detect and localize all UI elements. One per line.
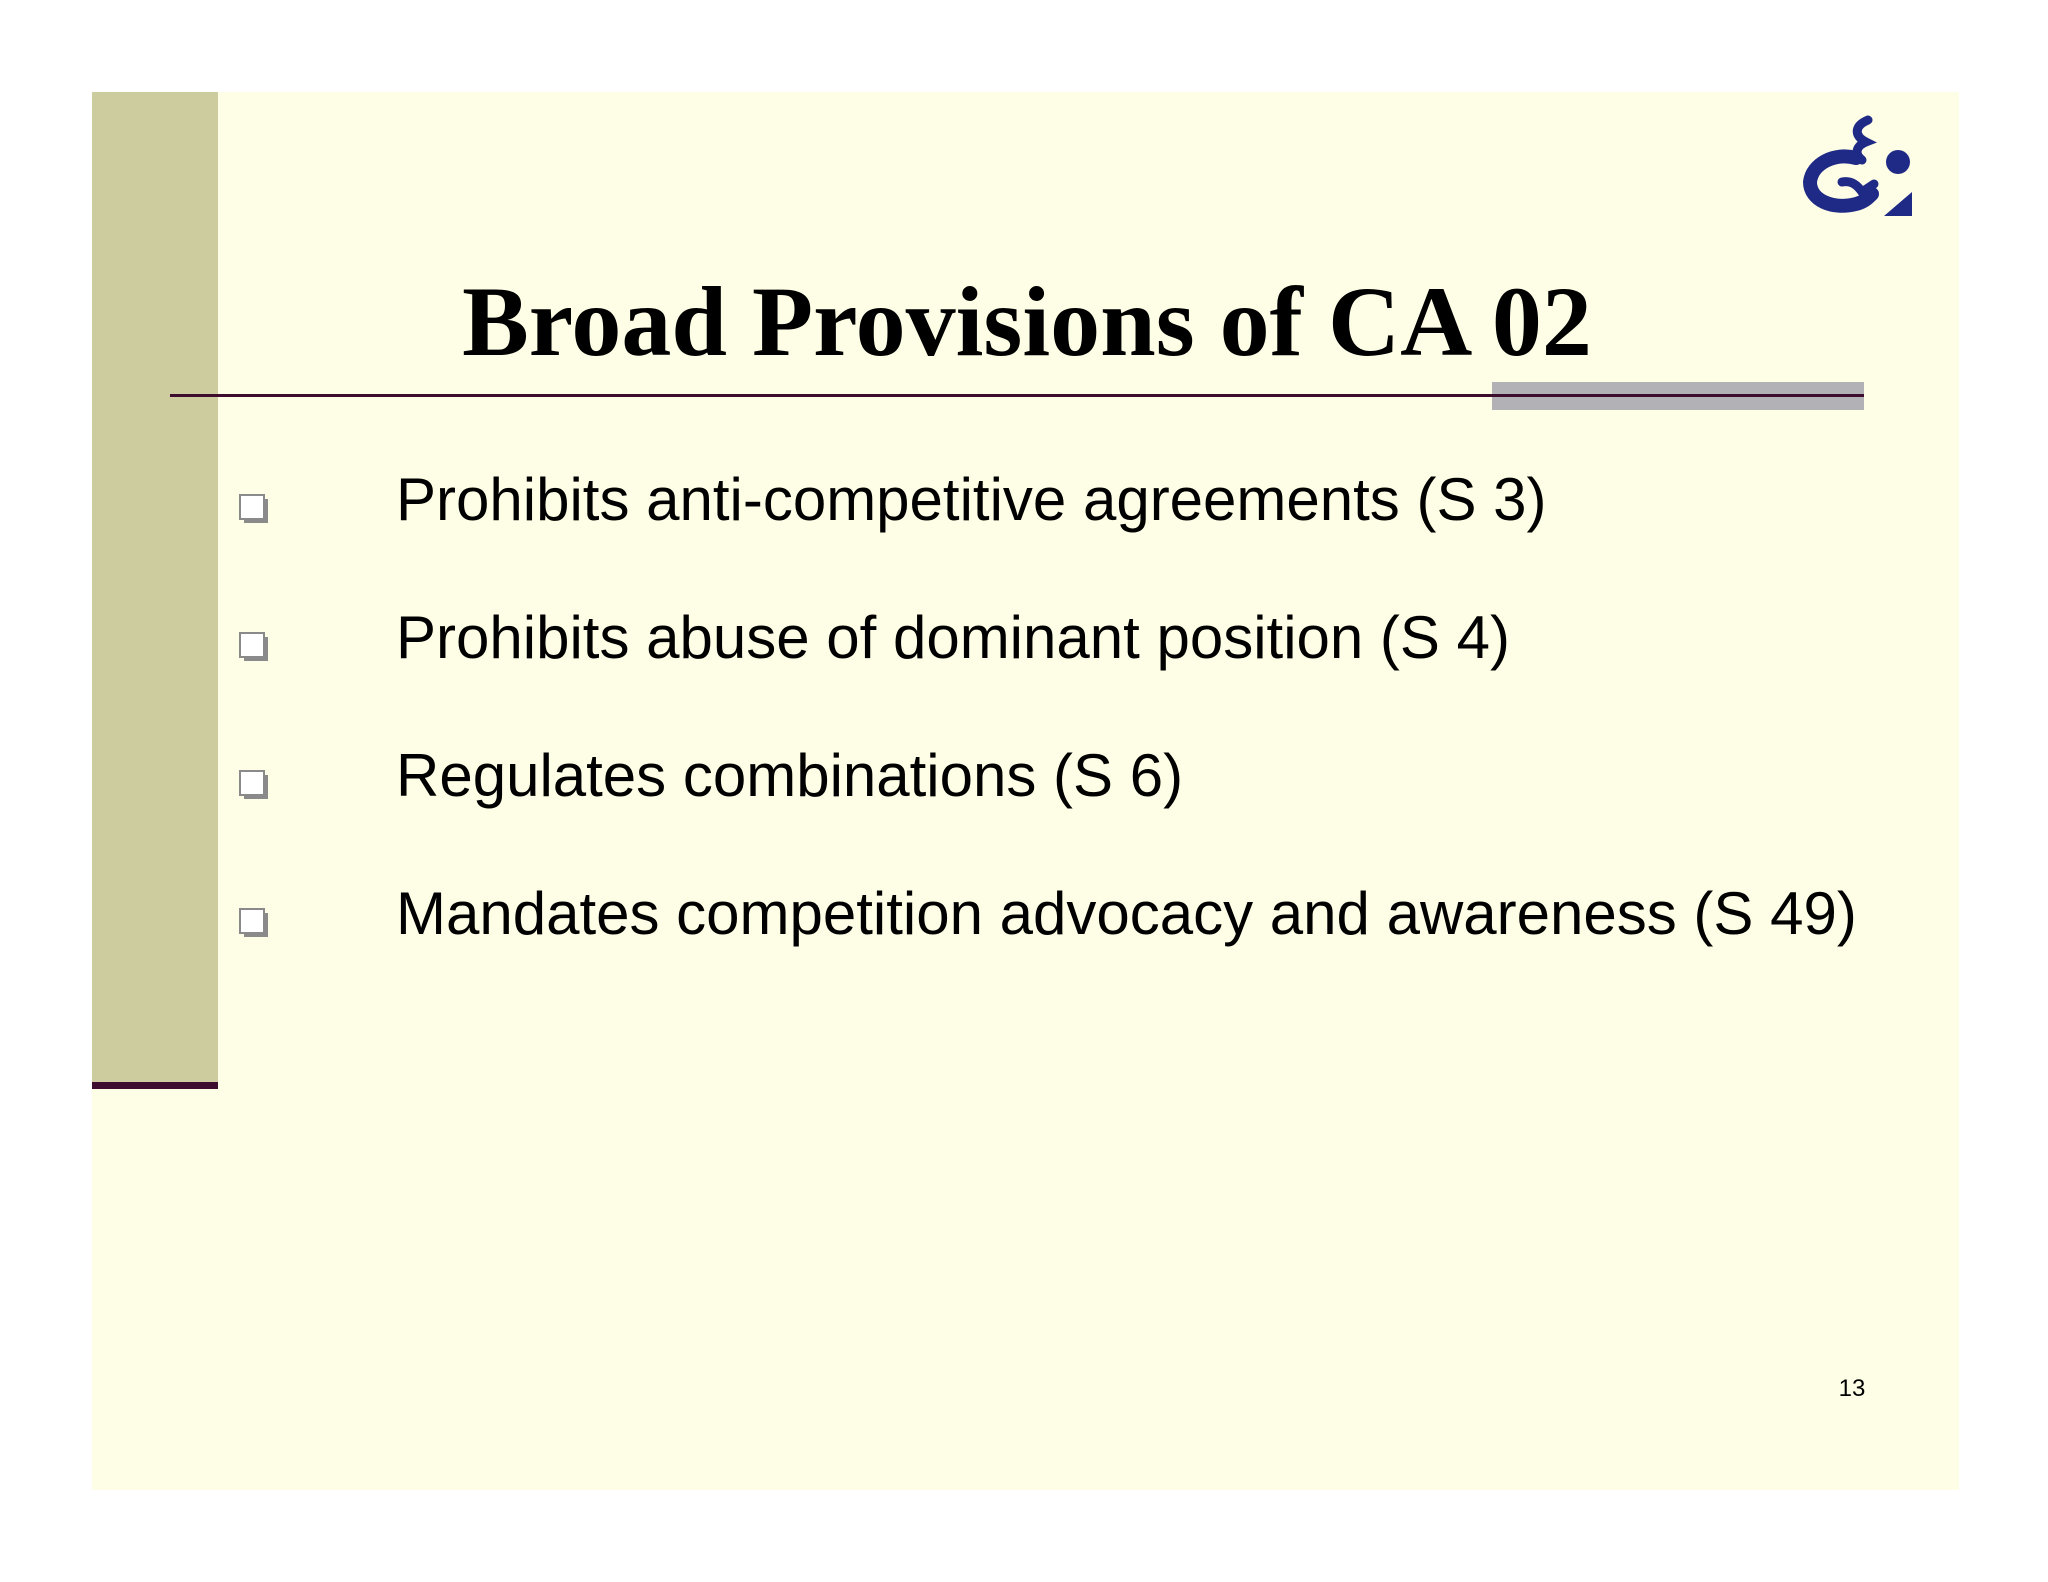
checkbox-icon [239,632,269,662]
bullet-text: Regulates combinations (S 6) [396,742,1184,809]
bullet-text: Prohibits abuse of dominant position (S 4) [396,604,1510,671]
bullet-text: Mandates competition advocacy and awareness (S 49) [396,880,1857,947]
slide-title: Broad Provisions of CA 02 [462,266,1592,377]
bullet-list [92,92,1959,1490]
checkbox-icon [239,494,269,524]
slide [92,92,1959,1490]
page-number: 13 [1838,1375,1866,1402]
checkbox-icon [239,908,269,938]
bullet-text: Prohibits anti-competitive agreements (S 3) [396,466,1547,533]
checkbox-icon [239,770,269,800]
